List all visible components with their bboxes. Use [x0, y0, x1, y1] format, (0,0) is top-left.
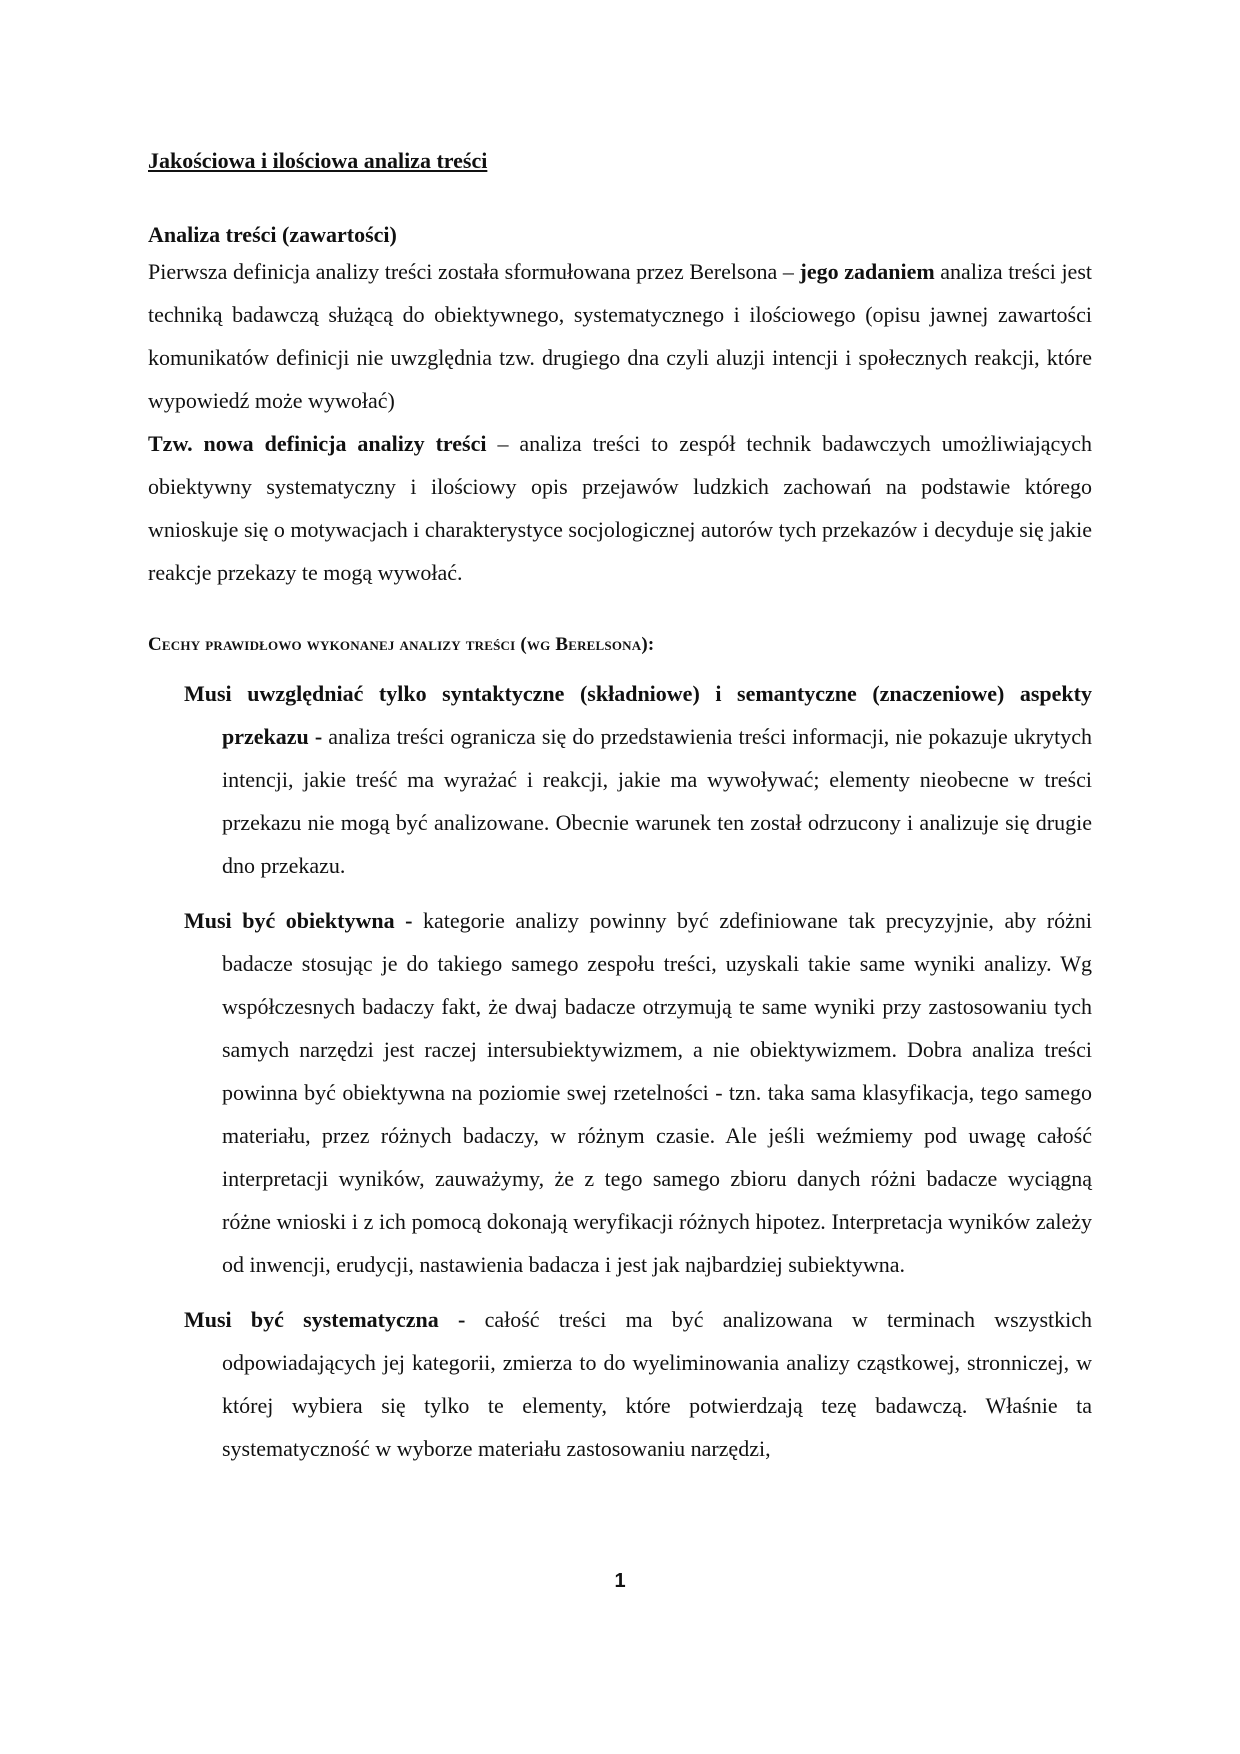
paragraph-bold-text: Tzw. nowa definicja analizy treści — [148, 431, 487, 456]
feature-body: analiza treści ogranicza się do przedstawienia treści informacji, nie pokazuje ukrytych intencji, jakie treść ma wyrażać i reakcji, jakie ma wywoływać; elementy nieobecne w treści przekazu nie mogą być analizowane. Obecnie warunek ten został odrzucony i analizuje się drugie dno przekazu. — [222, 724, 1092, 878]
section-heading: Analiza treści (zawartości) — [148, 222, 397, 247]
feature-body: całość treści ma być analizowana w terminach wszystkich odpowiadających jej kategorii, zmierza to do wyeliminowania analizy cząstkowej, stronniczej, w której wybiera się tylko te elementy, które potwierdzają tezę badawczą. Właśnie ta systematyczność w wyborze materiału zastosowaniu narzędzi, — [222, 1307, 1093, 1461]
page-number: 1 — [614, 1570, 626, 1592]
page-content — [148, 146, 1092, 1470]
features-heading: Cechy prawidłowo wykonanej analizy treści (wg Berelsona): — [148, 634, 655, 655]
paragraph-new-definition — [148, 422, 1092, 594]
feature-lead: Musi być systematyczna - — [184, 1307, 466, 1332]
paragraph-first-definition — [148, 250, 1092, 422]
document-title: Jakościowa i ilościowa analiza treści — [148, 148, 488, 173]
feature-item — [184, 672, 1092, 887]
paragraph-bold-text: jego zadaniem — [799, 259, 935, 284]
feature-item — [184, 899, 1092, 1286]
paragraph-text: Pierwsza definicja analizy treści została sformułowana przez Berelsona – — [148, 259, 800, 284]
paragraph-text: – analiza treści to zespół technik badawczych umożliwiających obiektywny systematyczny i ilościowy opis przejawów ludzkich zachowań na podstawie którego wnioskuje się o motywacjach i charakterystyce socjologicznej autorów tych przekazów i decyduje się jakie reakcje przekazy te mogą wywołać. — [148, 431, 1092, 585]
paragraph-text: analiza treści jest techniką badawczą służącą do obiektywnego, systematycznego i ilościowego (opisu jawnej zawartości komunikatów definicji nie uwzględnia tzw. drugiego dna czyli aluzji intencji i społecznych reakcji, które wypowiedź może wywołać) — [148, 259, 1092, 413]
feature-body: kategorie analizy powinny być zdefiniowane tak precyzyjnie, aby różni badacze stosując je do takiego samego zespołu treści, uzyskali takie same wyniki analizy. Wg współczesnych badaczy fakt, że dwaj badacze otrzymują te same wyniki przy zastosowaniu tych samych narzędzi jest raczej intersubiektywizmem, a nie obiektywizmem. Dobra analiza treści powinna być obiektywna na poziomie swej rzetelności - tzn. taka sama klasyfikacja, tego samego materiału, przez różnych badaczy, w różnym czasie. Ale jeśli weźmiemy pod uwagę całość interpretacji wyników, zauważymy, że z tego samego zbioru danych różni badacze wyciągną różne wnioski i z ich pomocą dokonają weryfikacji różnych hipotez. Interpretacja wyników zależy od inwencji, erudycji, nastawienia badacza i jest jak najbardziej subiektywna. — [222, 908, 1092, 1277]
feature-lead: Musi być obiektywna - — [184, 908, 413, 933]
feature-lead: Musi uwzględniać tylko syntaktyczne (składniowe) i semantyczne (znaczeniowe) aspekty przekazu - — [184, 681, 1092, 749]
feature-item — [184, 1298, 1092, 1470]
